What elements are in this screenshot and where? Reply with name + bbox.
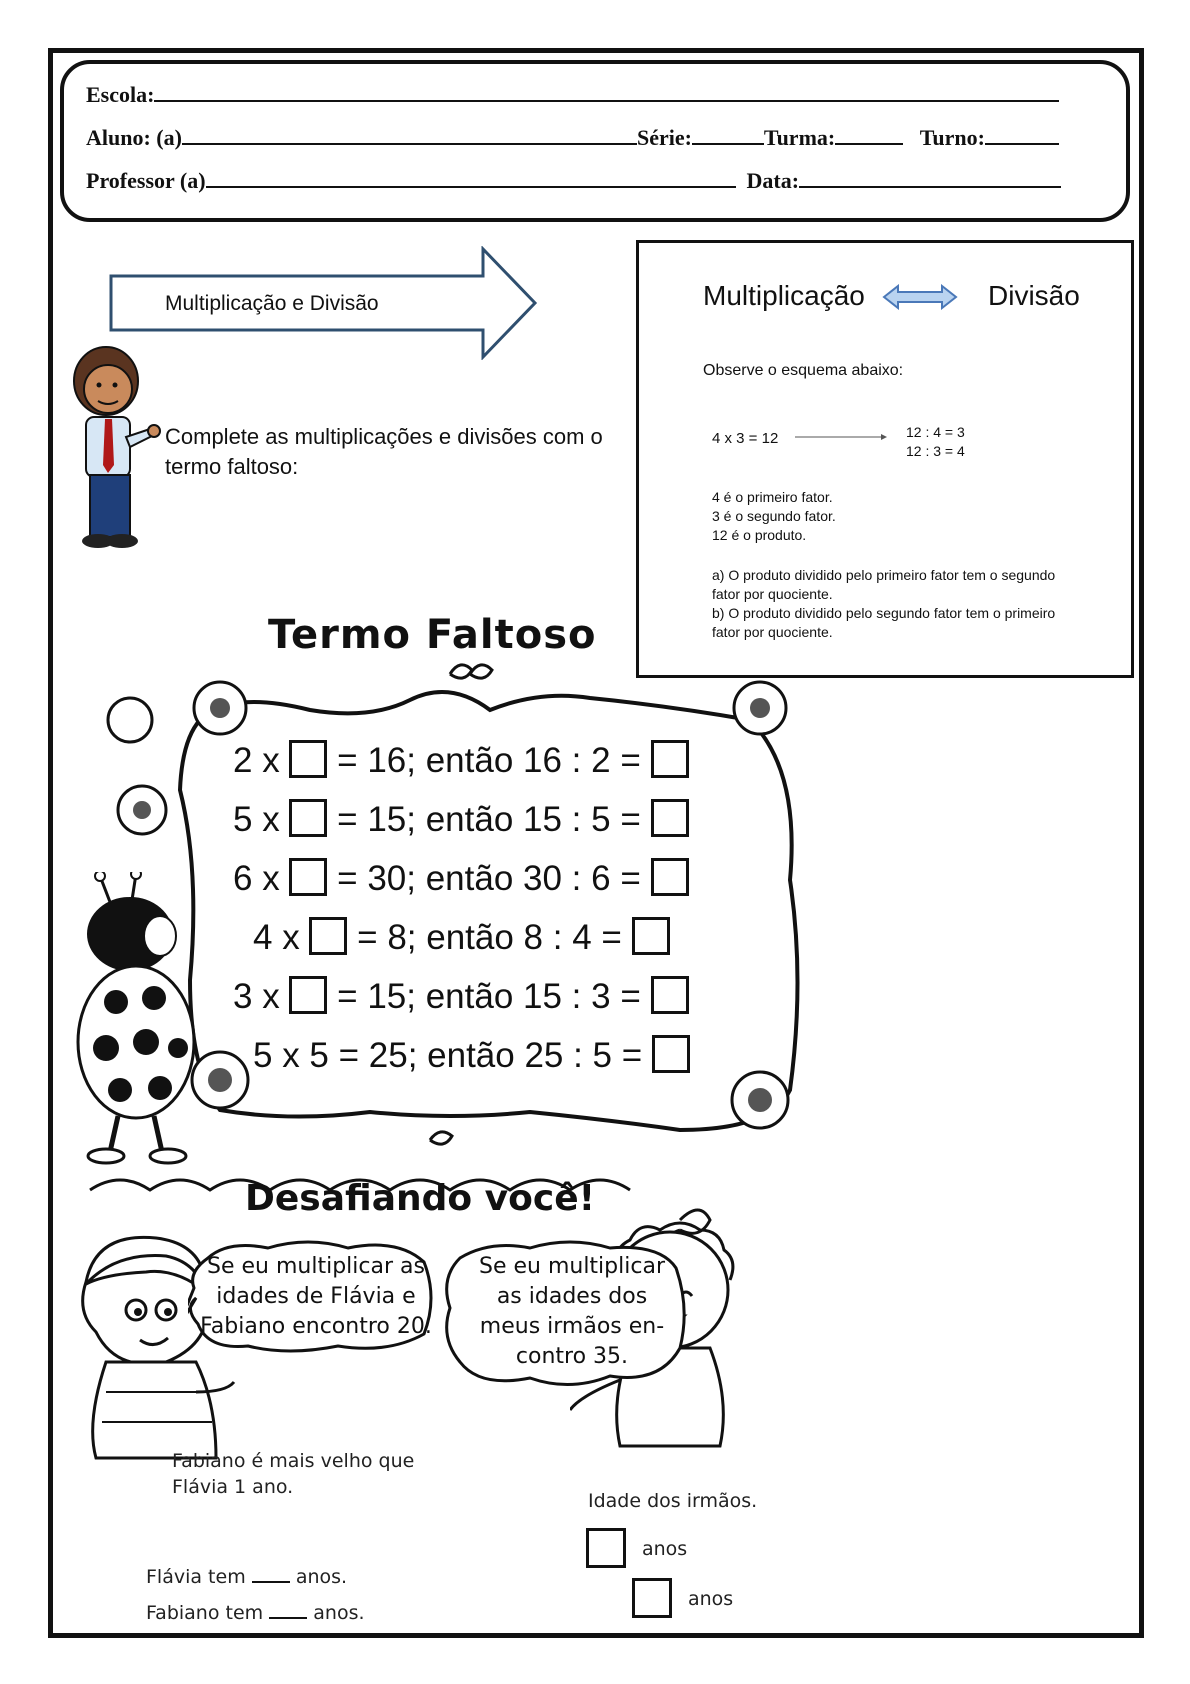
termo-row [253,917,670,958]
banner-label: Multiplicação e Divisão [165,292,379,315]
teacher-label: Professor (a) [86,168,206,193]
desafio-title: Desafiando você! [245,1178,596,1219]
answer-box[interactable] [289,858,327,896]
instruction-text: Complete as multiplicações e divisões com o termo faltoso: [165,424,603,479]
termo-row-factor: 2 x [233,741,280,780]
example-division-2: 12 : 3 = 4 [906,443,965,459]
fabiano-age-field[interactable] [269,1605,307,1619]
fact-first-factor: 4 é o primeiro fator. [712,489,833,505]
termo-row-rest: = 15; então 15 : 5 = [337,800,641,839]
speech-right-line: Se eu multiplicar [478,1254,665,1279]
observe-text: Observe o esquema abaixo: [703,362,904,379]
termo-row-last [253,1035,690,1076]
anos-label-1: anos [642,1538,688,1560]
flavia-line [146,1566,347,1588]
termo-row-rest: = 8; então 8 : 4 = [357,918,622,957]
termo-row [233,799,689,840]
speech-text-left [196,1252,436,1342]
info-title-division: Divisão [988,280,1080,311]
double-arrow-icon [882,284,958,310]
speech-right-line: as idades dos [496,1284,648,1309]
termo-row-factor: 5 x [233,800,280,839]
right-arrow-icon [795,431,887,443]
grade-field[interactable] [692,125,764,145]
answer-box[interactable] [309,917,347,955]
shift-label: Turno: [919,125,985,150]
answer-box[interactable] [632,917,670,955]
date-field[interactable] [799,168,1061,188]
rule-b-line-2: fator por quociente. [712,624,833,640]
speech-right-line: contro 35. [515,1344,629,1369]
hint-line-1: Fabiano é mais velho que [172,1450,415,1472]
termo-row-factor: 4 x [253,918,300,957]
answer-box[interactable] [289,740,327,778]
termo-row-rest: = 16; então 16 : 2 = [337,741,641,780]
teacher-illustration-icon [68,345,168,550]
sibling-age-box-2[interactable] [632,1578,672,1618]
speech-left-line: Fabiano encontro 20. [200,1314,432,1339]
grade-label: Série: [636,125,692,150]
fact-product: 12 é o produto. [712,527,807,543]
speech-right-line: meus irmãos en- [479,1314,665,1339]
answer-box[interactable] [652,1035,690,1073]
termo-row [233,976,689,1017]
answer-box[interactable] [651,740,689,778]
termo-row-factor: 6 x [233,859,280,898]
hint-line-2: Flávia 1 ano. [172,1476,294,1498]
fabiano-line [146,1602,365,1624]
answer-box[interactable] [651,976,689,1014]
fabiano-anos: anos. [313,1602,365,1624]
class-label: Turma: [763,125,836,150]
student-line [86,125,1059,151]
speech-left-line: idades de Flávia e [216,1284,416,1309]
rule-a-line-1: a) O produto dividido pelo primeiro fator tem o segundo [712,567,1056,583]
ladybug-icon [70,872,220,1172]
sibling-age-box-1[interactable] [586,1528,626,1568]
example-multiplication: 4 x 3 = 12 [712,430,779,447]
termo-row-rest: = 30; então 30 : 6 = [337,859,641,898]
answer-box[interactable] [289,799,327,837]
flavia-age-field[interactable] [252,1569,290,1583]
student-field[interactable] [182,125,637,145]
info-title-multiplication: Multiplicação [703,280,865,311]
termo-row [233,740,689,781]
siblings-label: Idade dos irmãos. [588,1490,758,1512]
fabiano-label: Fabiano tem [146,1602,264,1624]
answer-box[interactable] [651,799,689,837]
student-label: Aluno: (a) [86,125,182,150]
flavia-anos: anos. [295,1566,348,1588]
termo-row [233,858,689,899]
school-label: Escola: [86,82,155,107]
rule-b-line-1: b) O produto dividido pelo segundo fator tem o primeiro [712,605,1056,621]
flavia-label: Flávia tem [146,1566,246,1588]
termo-row-example: 5 x 5 = 25; então 25 : 5 = [253,1036,643,1075]
teacher-line [86,168,1061,194]
termo-row-factor: 3 x [233,977,280,1016]
shift-field[interactable] [985,125,1059,145]
speech-left-line: Se eu multiplicar as [207,1254,425,1279]
school-line [86,82,1059,108]
date-label: Data: [746,168,800,193]
anos-label-2: anos [688,1588,734,1610]
rule-a-line-2: fator por quociente. [712,586,833,602]
teacher-field[interactable] [206,168,736,188]
termo-row-rest: = 15; então 15 : 3 = [337,977,641,1016]
answer-box[interactable] [289,976,327,1014]
fact-second-factor: 3 é o segundo fator. [712,508,836,524]
termo-faltoso-title: Termo Faltoso [268,612,597,658]
class-field[interactable] [835,125,903,145]
school-field[interactable] [154,82,1059,102]
example-division-1: 12 : 4 = 3 [906,424,965,440]
answer-box[interactable] [651,858,689,896]
speech-text-right [456,1252,688,1372]
